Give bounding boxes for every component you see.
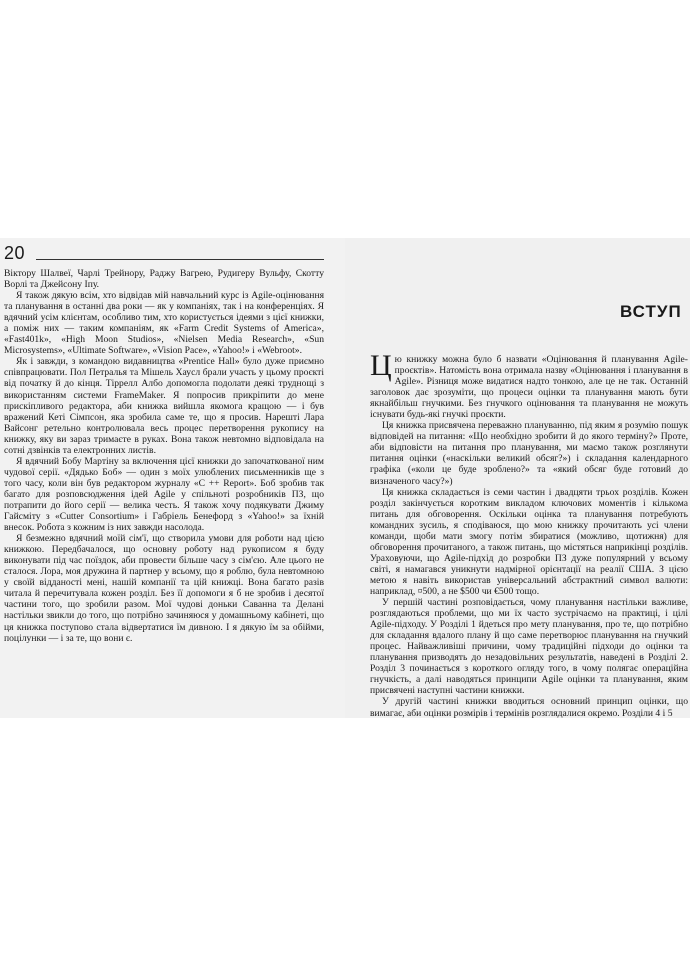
paragraph: Віктору Шалвеї, Чарлі Трейнору, Раджу Вагрею, Рудигеру Вульфу, Скотту Ворлі та Джейсону Іпу. bbox=[4, 268, 324, 291]
left-column-text bbox=[4, 268, 324, 644]
paragraph: Як і завжди, з командою видавництва «Prentice Hall» було дуже приємно співпрацювати. Пол Петралья та Мішель Хаусл брали участь у цьому проєкті від початку й до кінця. Тіррелл Албо допомогла подолати деякі труднощі з використанням системи FrameMaker. Я попросив прикріпити до мене прискіпливого редактора, аби книжка вийшла якомога кращою — і був вражений Кеті Сімпсон, яка зробила саме те, що я просив. Нарешті Лара Вайсонг ретельно контролювала весь процес перетворення рукопису на книжку, яку ви зараз тримаєте в руках. Вона також невтомно відповідала на сотні дзвінків та електронних листів. bbox=[4, 356, 324, 456]
paragraph: У другій частині книжки вводиться основний принцип оцінки, що вимагає, аби оцінки розмірів і термінів розглядалися окремо. Розділи 4 і 5 bbox=[370, 696, 688, 719]
paragraph: Ця книжка складається із семи частин і двадцяти трьох розділів. Кожен розділ закінчується коротким викладом ключових моментів і кількома питань для обговорення. Оскільки оцінка та планування потребують командних зусиль, я сподіваюся, що мою книжку прочитають усі члени команди, щоби мати змогу потім збиратися (можливо, щотижня) для обговорення прочитаного, а також питань, що містяться наприкінці розділів. Ураховуючи, що Agile-підхід до розробки ПЗ дуже популярний у всьому світі, я намагався уникнути надмірної орієнтації на реалії США. З цією метою я навіть використав універсальний абстрактний символ валюти: наприклад, ¤500, а не $500 чи €500 тощо. bbox=[370, 486, 688, 597]
paragraph: Я безмежно вдячний моїй сім'ї, що створила умови для роботи над цією книжкою. Передбачалося, що основну роботу над рукописом я буду виконувати під час поїздок, аби провести більше часу з сім'єю. Але цього не сталося. Лора, моя дружина й партнер у всьому, що я роблю, була невтомною у своїй відданості мені, нашій компанії та цій книжці. Вона багато разів читала й перечитувала кожен розділ. Без її допомоги я б не зробив і десятої частини того, що зробили разом. Мої чудові доньки Саванна та Делані настільки звикли до того, що потрібно зачиняюся у домашньому кабінеті, що ця книжка поступово стала відвертатися їм дивною. І я дякую їм за обійми, поцілунки — і за те, що вони є. bbox=[4, 533, 324, 644]
paragraph: Я також дякую всім, хто відвідав мій навчальний курс із Agile-оцінювання та планування в останні два роки — як у компаніях, так і на конференціях. Я вдячний усім клієнтам, особливо тим, хто користується ідеями з цієї книжки, а поміж них — таким компаніям, як «Farm Credit Systems of America», «Fast401k», «High Moon Studios», «Nielsen Media Research», «Sun Microsystems», «Ultimate Software», «Vision Pace», «Yahoo!» і «Webroot». bbox=[4, 290, 324, 357]
paragraph: У першій частині розповідається, чому планування настільки важливе, розглядаються проблеми, що ми їх часто зустрічаємо на практиці, і цілі Agile-підходу. У Розділі 1 йдеться про мету планування, про те, що потрібно для складання вдалого плану й що саме перетворює планування на гнучкий процес. Найважливіші причини, чому традиційні підходи до оцінки та планування призводять до незадовільних результатів, наведені в Розділі 2. Розділ 3 починається з короткого огляду того, в чому полягає операційна гнучкість, а далі наводяться принципи Agile оцінки та планування, яким присвячені наступні частини книжки. bbox=[370, 597, 688, 697]
page-number: 20 bbox=[4, 243, 26, 263]
header-rule bbox=[36, 259, 324, 260]
paragraph: Я вдячний Бобу Мартіну за включення цієї книжки до започаткованої ним чудової серії. «Дядько Боб» — один з моїх улюблених письменників ще з того часу, коли він був редактором журналу «C ++ Report». Боб зробив так багато для розповсюдження ідей Agile у спільноті розробників ПЗ, що потрапити до його серії — велика честь. Я також хочу подякувати Джиму Гайсміту з «Cutter Consortium» і Габріель Бенефорд з «Yahoo!» за їхній внесок. Робота з кожним із них завжди насолода. bbox=[4, 455, 324, 534]
lead-paragraph-text: ю книжку можна було б назвати «Оцінювання й планування Agile-проєктів». Натомість вона отримала назву «Оцінювання і планування в Agile». Різниця може видатися надто тонкою, але це не так. Останній заголовок дає зрозуміти, що процеси оцінки та планування мають бути якнайбільш гнучкими. Без гнучкого оцінювання та планування не можуть існувати будь-які гнучкі проєкти. bbox=[370, 354, 688, 421]
right-column-text bbox=[370, 349, 688, 719]
section-title: ВСТУП bbox=[620, 302, 682, 321]
paragraph: Ця книжка присвячена переважно плануванню, під яким я розумію пошук відповідей на питання: «Що необхідно зробити й до якого терміну?» Проте, аби відповісти на питання про планування, ми маємо також розглянути питання оцінки («наскільки великий обсяг?») і складання календарного графіка («коли це буде зроблено?» та «який обсяг буде готовий до визначеного часу?») bbox=[370, 420, 688, 487]
drop-cap: Ц bbox=[370, 349, 392, 382]
lead-paragraph bbox=[370, 349, 688, 421]
